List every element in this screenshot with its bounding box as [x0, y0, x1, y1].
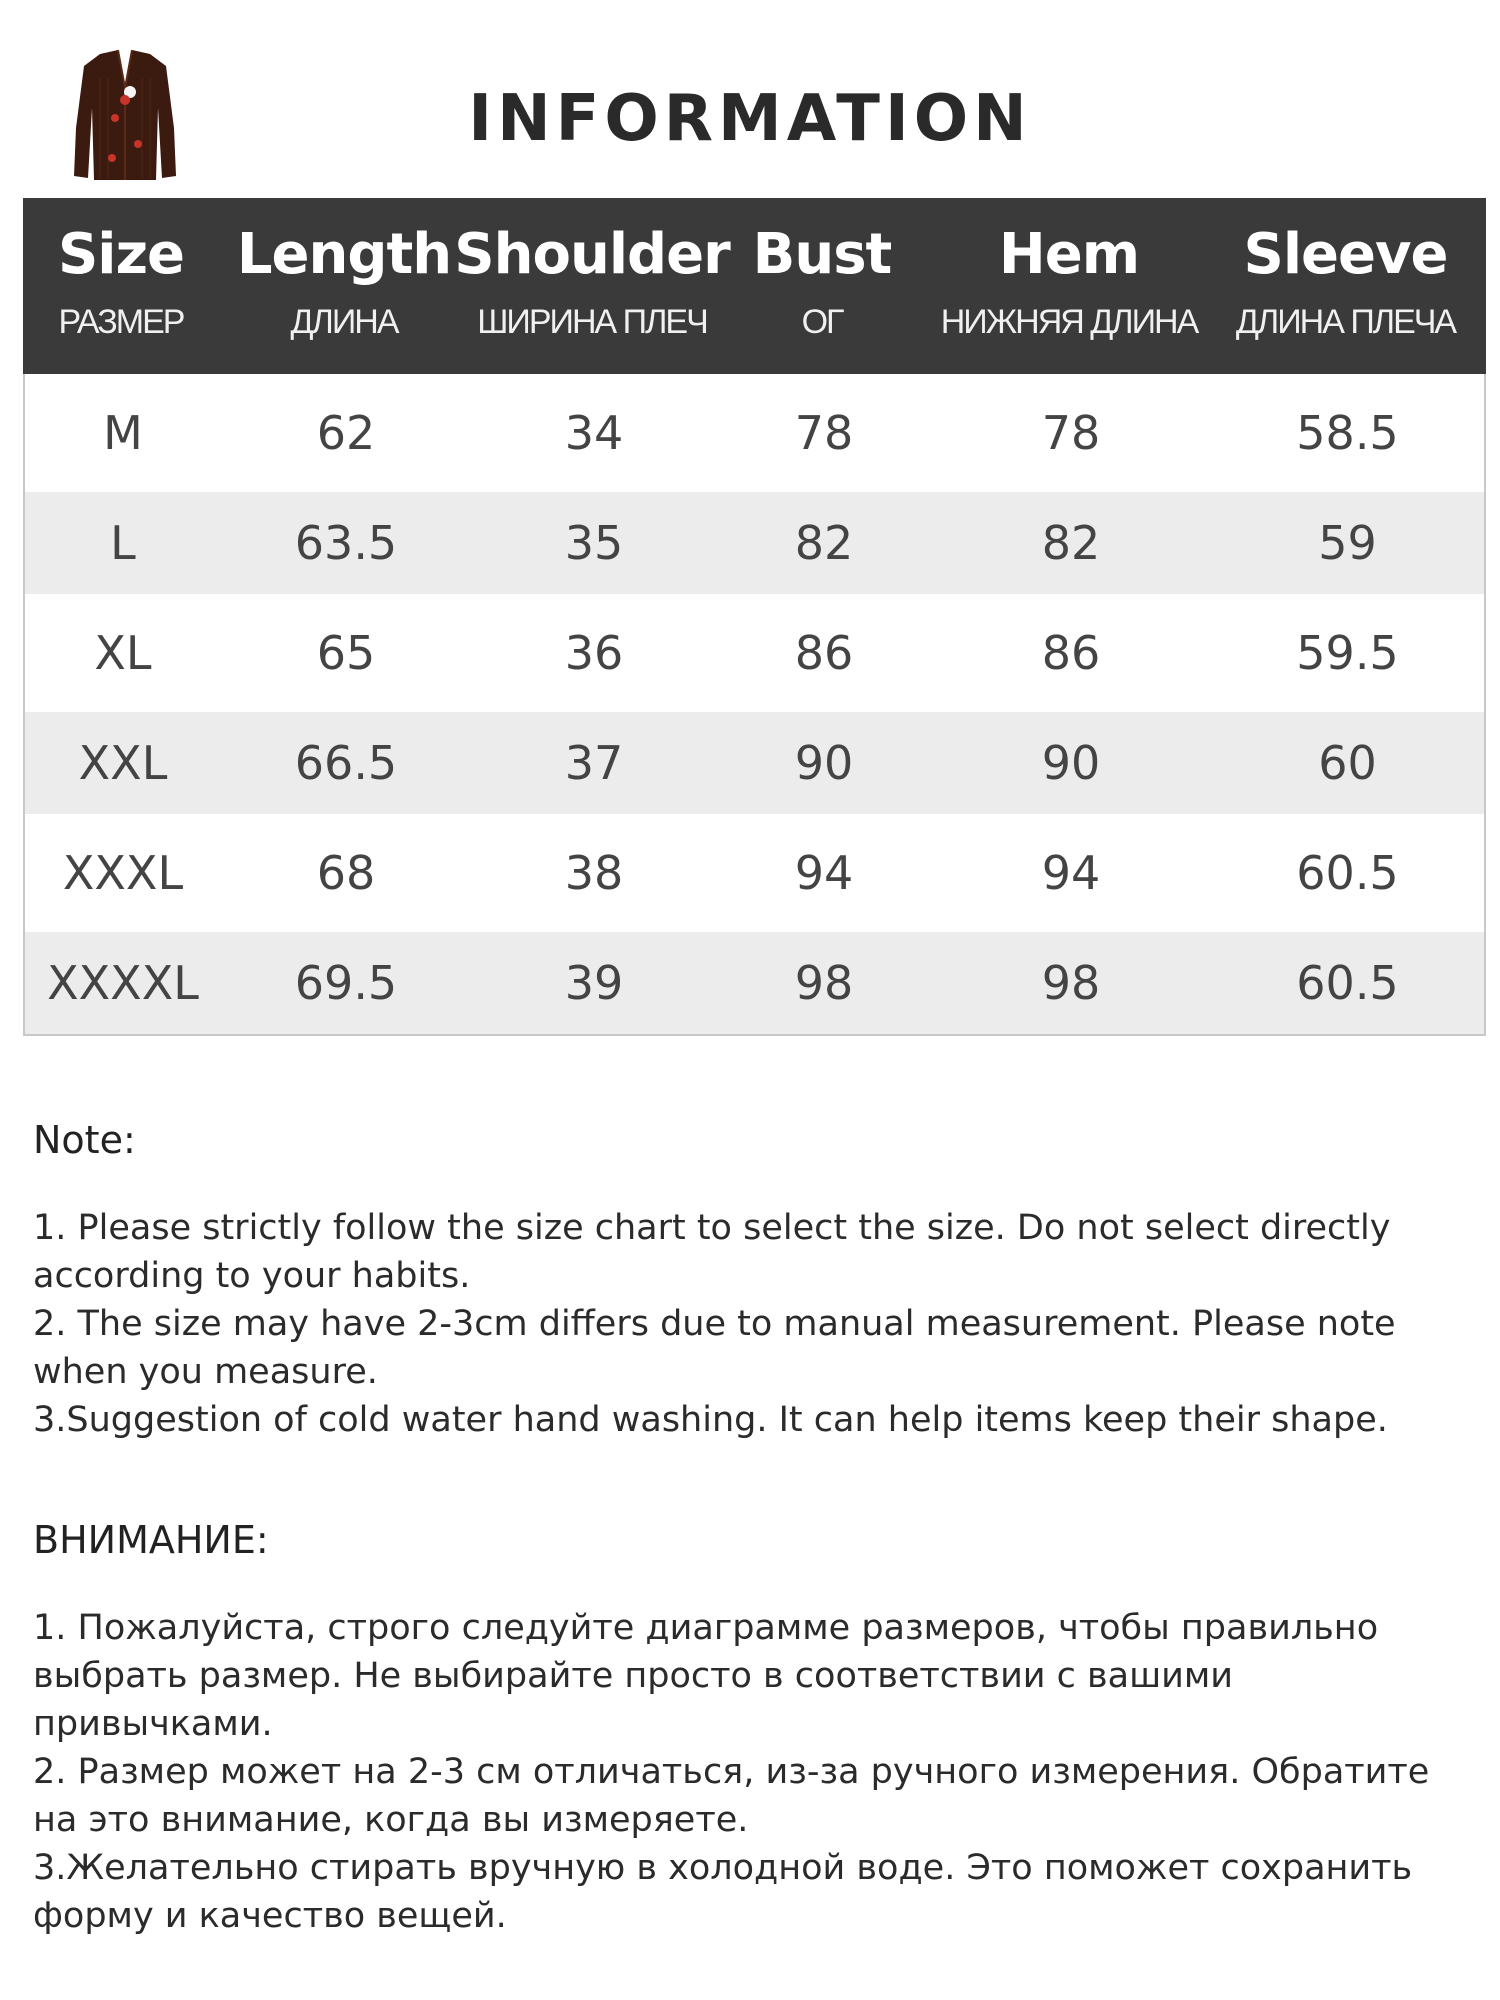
column-header-shoulder	[454, 198, 730, 374]
note-line: 2. The size may have 2-3cm differs due to manual measurement. Please note	[33, 1304, 1396, 1344]
column-label-en: Size	[57, 222, 185, 287]
table-cell: 98	[1041, 956, 1101, 1010]
table-cell: XXXL	[62, 846, 184, 900]
column-header-sleeve	[1209, 198, 1482, 374]
table-cell: 36	[564, 626, 624, 680]
column-label-en: Length	[236, 222, 452, 287]
table-row	[25, 712, 1484, 814]
note-line: 1. Пожалуйста, строго следуйте диаграмме размеров, чтобы правильно	[33, 1608, 1379, 1648]
table-cell: 86	[794, 626, 854, 680]
note-line: привычками.	[33, 1704, 273, 1744]
table-cell: 35	[564, 516, 624, 570]
table-cell: L	[110, 516, 136, 570]
column-label-en: Shoulder	[454, 222, 730, 287]
note-line: форму и качество вещей.	[33, 1896, 507, 1936]
table-cell: 59	[1318, 516, 1377, 570]
table-cell: 65	[316, 626, 376, 680]
column-label-ru: ДЛИНА	[290, 303, 398, 341]
column-header-size	[23, 198, 219, 374]
column-header-length	[219, 198, 469, 374]
column-label-ru: РАЗМЕР	[58, 303, 184, 341]
table-cell: 78	[794, 406, 854, 460]
table-row	[25, 594, 1484, 712]
table-cell: 60.5	[1296, 956, 1399, 1010]
table-cell: 62	[316, 406, 376, 460]
note-line: 1. Please strictly follow the size chart to select the size. Do not select directly	[33, 1208, 1391, 1248]
table-cell: 98	[794, 956, 854, 1010]
table-cell: 34	[564, 406, 624, 460]
table-cell: 66.5	[294, 736, 398, 790]
note-line: 3.Желательно стирать вручную в холодной воде. Это поможет сохранить	[33, 1848, 1413, 1888]
table-cell: 90	[794, 736, 854, 790]
table-cell: 82	[1041, 516, 1101, 570]
table-cell: 60.5	[1296, 846, 1399, 900]
table-cell: 94	[794, 846, 854, 900]
table-header	[23, 198, 1486, 374]
page-title: INFORMATION	[468, 82, 1032, 156]
column-header-hem	[929, 198, 1209, 374]
table-cell: 90	[1041, 736, 1101, 790]
size-table	[23, 198, 1486, 1036]
note-line: when you measure.	[33, 1352, 378, 1392]
table-cell: XXL	[78, 736, 168, 790]
table-cell: 37	[564, 736, 624, 790]
column-label-ru: НИЖНЯЯ ДЛИНА	[940, 303, 1198, 341]
column-label-ru: ОГ	[801, 303, 843, 341]
table-cell: 68	[316, 846, 376, 900]
table-cell: XXXXL	[47, 956, 199, 1010]
table-row	[25, 814, 1484, 932]
note-line: выбрать размер. Не выбирайте просто в соответствии с вашими	[33, 1656, 1234, 1696]
table-cell: 78	[1041, 406, 1101, 460]
column-label-en: Hem	[998, 222, 1140, 287]
table-cell: 94	[1041, 846, 1101, 900]
note-line: 2. Размер может на 2-3 см отличаться, из-за ручного измерения. Обратите	[33, 1752, 1430, 1792]
table-cell: 69.5	[294, 956, 398, 1010]
table-cell: 82	[794, 516, 854, 570]
table-row	[25, 492, 1484, 594]
note-line: 3.Suggestion of cold water hand washing. It can help items keep their shape.	[33, 1400, 1388, 1440]
column-label-ru: ШИРИНА ПЛЕЧ	[477, 303, 707, 341]
note-body	[33, 1604, 1473, 1940]
column-label-ru: ДЛИНА ПЛЕЧА	[1235, 303, 1456, 341]
note-heading: ВНИМАНИЕ:	[33, 1518, 269, 1562]
table-cell: 63.5	[294, 516, 398, 570]
note-body	[33, 1204, 1473, 1444]
table-cell: 59.5	[1296, 626, 1399, 680]
table-row	[25, 932, 1484, 1034]
table-cell: 39	[564, 956, 624, 1010]
table-cell: 60	[1318, 736, 1377, 790]
table-cell: 86	[1041, 626, 1101, 680]
table-row	[25, 374, 1484, 492]
note-section-en	[33, 1118, 1473, 1444]
column-label-en: Sleeve	[1243, 222, 1448, 287]
note-heading: Note:	[33, 1118, 136, 1162]
table-cell: XL	[94, 626, 152, 680]
table-cell: 58.5	[1296, 406, 1399, 460]
note-line: according to your habits.	[33, 1256, 471, 1296]
note-section-ru	[33, 1518, 1473, 1940]
note-line: на это внимание, когда вы измеряете.	[33, 1800, 749, 1840]
table-cell: 38	[564, 846, 624, 900]
column-label-en: Bust	[752, 222, 892, 287]
column-header-bust	[715, 198, 929, 374]
table-cell: M	[103, 406, 143, 460]
